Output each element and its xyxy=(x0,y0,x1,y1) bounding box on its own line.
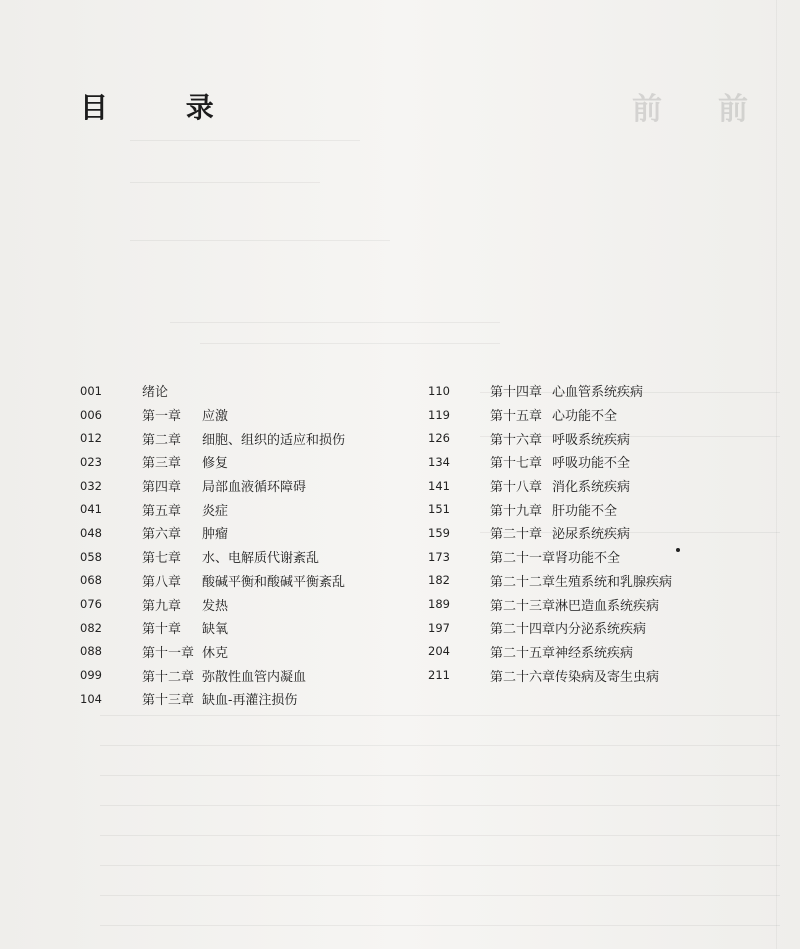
toc-entry[interactable] xyxy=(80,474,440,498)
page-number: 189 xyxy=(428,597,450,612)
chapter-title: 肾功能不全 xyxy=(555,551,621,567)
chapter-label: 绪论 xyxy=(142,385,169,401)
toc-entry[interactable] xyxy=(80,521,440,545)
toc-entry[interactable] xyxy=(428,379,728,403)
chapter-title: 内分泌系统疾病 xyxy=(555,622,647,638)
toc-entry[interactable] xyxy=(428,521,728,545)
page-number: 001 xyxy=(80,383,102,398)
page-number: 012 xyxy=(80,431,102,446)
toc-entry[interactable] xyxy=(80,687,440,711)
chapter-label: 第二十六章 xyxy=(490,669,556,685)
chapter-label: 第十二章 xyxy=(142,669,195,685)
chapter-label: 第九章 xyxy=(142,598,182,614)
page-number: 032 xyxy=(80,478,102,493)
chapter-label: 第十三章 xyxy=(142,693,195,709)
chapter-title: 缺氧 xyxy=(202,622,229,638)
chapter-label: 第八章 xyxy=(142,574,182,590)
page-number: 041 xyxy=(80,502,102,517)
chapter-label: 第十九章 xyxy=(490,503,543,519)
chapter-label: 第二章 xyxy=(142,432,182,448)
chapter-title: 修复 xyxy=(202,456,229,472)
toc-entry[interactable] xyxy=(428,403,728,427)
chapter-label: 第六章 xyxy=(142,527,182,543)
page-number: 211 xyxy=(428,668,450,683)
page-number: 126 xyxy=(428,431,450,446)
page-number: 173 xyxy=(428,549,450,564)
chapter-label: 第十七章 xyxy=(490,456,543,472)
toc-entry[interactable] xyxy=(80,403,440,427)
chapter-title: 心血管系统疾病 xyxy=(552,385,644,401)
toc-left-column xyxy=(80,379,440,711)
page-number: 082 xyxy=(80,620,102,635)
toc-entry[interactable] xyxy=(428,497,728,521)
page-number: 048 xyxy=(80,525,102,540)
toc-right-column xyxy=(428,379,728,687)
chapter-label: 第七章 xyxy=(142,551,182,567)
page-number: 141 xyxy=(428,478,450,493)
chapter-title: 炎症 xyxy=(202,503,229,519)
toc-entry[interactable] xyxy=(428,474,728,498)
chapter-title: 应激 xyxy=(202,409,229,425)
chapter-title: 发热 xyxy=(202,598,229,614)
toc-entry[interactable] xyxy=(80,569,440,593)
page-number: 104 xyxy=(80,691,102,706)
page-number: 197 xyxy=(428,620,450,635)
chapter-title: 缺血-再灌注损伤 xyxy=(202,693,298,709)
chapter-label: 第十六章 xyxy=(490,432,543,448)
chapter-title: 心功能不全 xyxy=(552,409,618,425)
chapter-label: 第十四章 xyxy=(490,385,543,401)
page-number: 076 xyxy=(80,597,102,612)
chapter-title: 呼吸系统疾病 xyxy=(552,432,631,448)
chapter-title: 弥散性血管内凝血 xyxy=(202,669,307,685)
chapter-label: 第十五章 xyxy=(490,409,543,425)
chapter-title: 生殖系统和乳腺疾病 xyxy=(555,574,673,590)
page-number: 023 xyxy=(80,454,102,469)
toc-entry[interactable] xyxy=(80,545,440,569)
toc-entry[interactable] xyxy=(428,616,728,640)
page-number: 159 xyxy=(428,525,450,540)
chapter-title: 泌尿系统疾病 xyxy=(552,527,631,543)
chapter-title: 局部血液循环障碍 xyxy=(202,480,307,496)
chapter-label: 第二十二章 xyxy=(490,574,556,590)
chapter-label: 第三章 xyxy=(142,456,182,472)
toc-entry[interactable] xyxy=(80,379,440,403)
chapter-label: 第二十三章 xyxy=(490,598,556,614)
toc-entry[interactable] xyxy=(80,426,440,450)
page-number: 204 xyxy=(428,644,450,659)
toc-entry[interactable] xyxy=(428,640,728,664)
page-number: 006 xyxy=(80,407,102,422)
chapter-title: 水、电解质代谢紊乱 xyxy=(202,551,320,567)
toc-entry[interactable] xyxy=(428,592,728,616)
toc-entry[interactable] xyxy=(428,545,728,569)
page-number: 182 xyxy=(428,573,450,588)
chapter-label: 第二十章 xyxy=(490,527,543,543)
chapter-title: 休克 xyxy=(202,645,229,661)
chapter-label: 第十章 xyxy=(142,622,182,638)
chapter-title: 淋巴造血系统疾病 xyxy=(555,598,660,614)
page-number: 119 xyxy=(428,407,450,422)
toc-entry[interactable] xyxy=(80,450,440,474)
page-number: 099 xyxy=(80,668,102,683)
chapter-title: 消化系统疾病 xyxy=(552,480,631,496)
toc-entry[interactable] xyxy=(80,592,440,616)
toc-entry[interactable] xyxy=(80,497,440,521)
chapter-title: 呼吸功能不全 xyxy=(552,456,631,472)
chapter-label: 第一章 xyxy=(142,409,182,425)
chapter-label: 第五章 xyxy=(142,503,182,519)
chapter-label: 第二十四章 xyxy=(490,622,556,638)
toc-entry[interactable] xyxy=(80,640,440,664)
chapter-label: 第二十五章 xyxy=(490,645,556,661)
ghost-heading-left: 前 xyxy=(632,92,662,127)
toc-entry[interactable] xyxy=(80,616,440,640)
page-number: 058 xyxy=(80,549,102,564)
chapter-title: 传染病及寄生虫病 xyxy=(555,669,660,685)
chapter-label: 第二十一章 xyxy=(490,551,556,567)
toc-entry[interactable] xyxy=(428,569,728,593)
page-number: 134 xyxy=(428,454,450,469)
chapter-title: 神经系统疾病 xyxy=(555,645,634,661)
chapter-title: 细胞、组织的适应和损伤 xyxy=(202,432,346,448)
ink-dot-mark xyxy=(676,548,680,552)
page-number: 151 xyxy=(428,502,450,517)
ghost-heading-right: 前 xyxy=(718,92,748,127)
chapter-title: 肝功能不全 xyxy=(552,503,618,519)
chapter-label: 第十一章 xyxy=(142,645,195,661)
toc-entry[interactable] xyxy=(80,663,440,687)
chapter-title: 酸碱平衡和酸碱平衡紊乱 xyxy=(202,574,346,590)
chapter-label: 第四章 xyxy=(142,480,182,496)
page-title: 目 录 xyxy=(80,91,248,124)
chapter-label: 第十八章 xyxy=(490,480,543,496)
toc-entry[interactable] xyxy=(428,663,728,687)
chapter-title: 肿瘤 xyxy=(202,527,229,543)
page-number: 068 xyxy=(80,573,102,588)
page-number: 110 xyxy=(428,383,450,398)
toc-entry[interactable] xyxy=(428,426,728,450)
page-number: 088 xyxy=(80,644,102,659)
toc-entry[interactable] xyxy=(428,450,728,474)
